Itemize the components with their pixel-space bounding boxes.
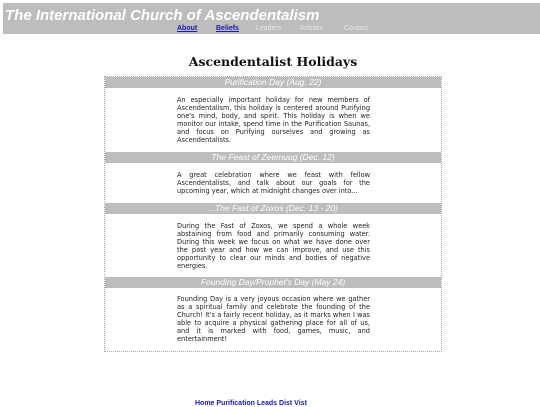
nav-about[interactable]: About	[177, 25, 198, 32]
holiday-description: A great celebration where we feast with fellow Ascendentalists, and talk about our goals for the upcoming year, which at midnight changes over into...	[177, 171, 370, 196]
nav-contact[interactable]: Contact	[344, 25, 369, 32]
holiday-description: Founding Day is a very joyous occasion where we gather as a spiritual family and celebrate the founding of the Church! It's a fairly recent holiday, as it marks when I was able to acquire a physical gathering place for all of us, and it is marked with food, games, music, and entertainment!	[177, 295, 370, 344]
holiday-heading: Founding Day/Prophet's Day (May 24)	[105, 277, 441, 288]
holiday-description: During the Fast of Zoxos, we spend a whole week abstaining from food and primarily consuming water. During this week we focus on what we have done over the past year and how we can improve, and use this opportunity to clear our minds and bodies of negative energies.	[177, 222, 370, 271]
holiday-heading: The Feast of Zeemuug (Dec. 12)	[105, 152, 441, 163]
page-title: Ascendentalist Holidays	[188, 54, 358, 69]
nav-beliefs[interactable]: Beliefs	[216, 25, 239, 32]
top-nav	[160, 25, 390, 37]
holiday-description: An especially important holiday for new members of Ascendentalism, this holiday is centered around Purifying one's mind, body, and spirit. This holiday is when we monitor our intake, spend time in the Purification Saunas, and focus on Purifying ourselves and growing as Ascendentalists.	[177, 96, 370, 145]
holiday-heading: Purification Day (Aug. 22)	[105, 77, 441, 88]
nav-articles[interactable]: Articles	[300, 25, 323, 32]
holiday-heading: ...The Fast of Zoxos (Dec. 13 - 20)	[105, 203, 441, 214]
holidays-panel	[104, 76, 442, 352]
nav-leaders[interactable]: Leaders	[256, 25, 282, 32]
footer-links[interactable]: Home Purification Leads Dist Vist	[195, 400, 307, 407]
site-title: The International Church of Ascendentalism	[5, 7, 320, 24]
